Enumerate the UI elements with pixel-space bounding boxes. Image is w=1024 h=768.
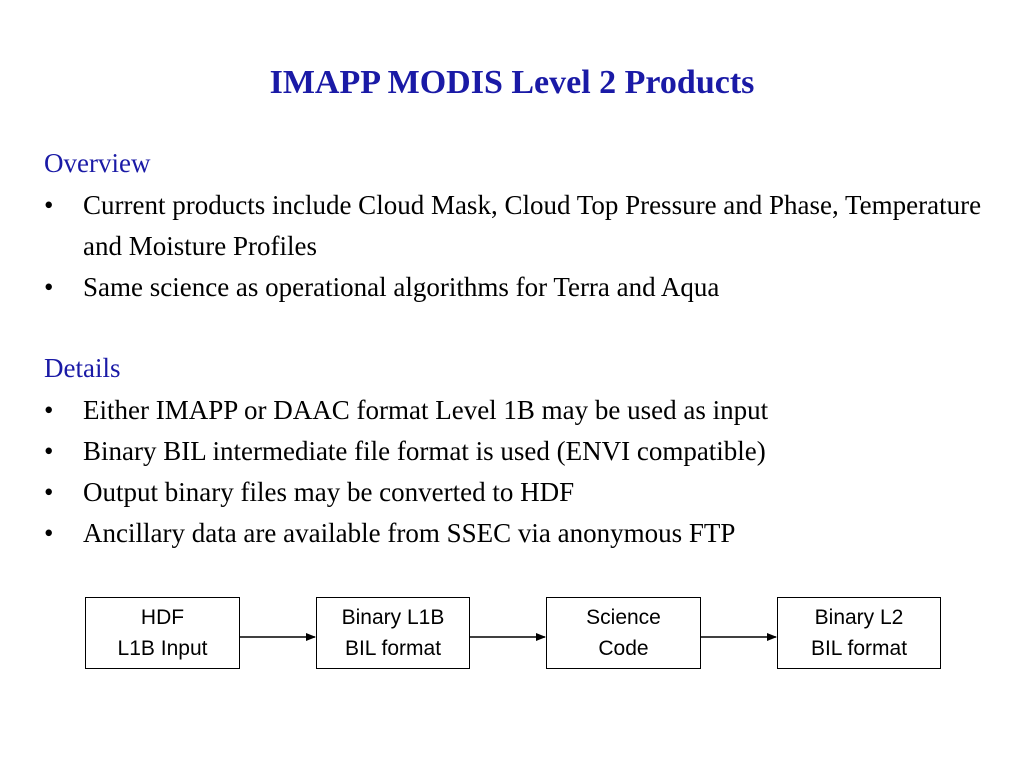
flow-box-line: BIL format <box>344 637 442 660</box>
bullet-icon: • <box>44 518 54 548</box>
overview-heading: Overview <box>44 148 151 178</box>
bullet-icon: • <box>44 477 54 507</box>
flow-box-science-code <box>546 597 701 669</box>
flow-box-binary-l2 <box>777 597 941 669</box>
overview-bullet-list <box>44 185 984 308</box>
bullet-text: Same science as operational algorithms for Terra and Aqua <box>83 272 720 302</box>
bullet-text: Current products include Cloud Mask, Cloud Top Pressure and Phase, Temperature and Moisture Profiles <box>83 190 982 261</box>
list-item <box>44 267 984 308</box>
list-item <box>44 513 984 554</box>
flow-box-line: BIL format <box>810 637 908 660</box>
flow-box-binary-l1b <box>316 597 470 669</box>
bullet-text: Output binary files may be converted to HDF <box>83 477 575 507</box>
page-title: IMAPP MODIS Level 2 Products <box>269 64 755 101</box>
flow-box-line: Science <box>586 606 661 629</box>
flow-box-line: L1B Input <box>117 637 208 660</box>
flow-box-line: Binary L2 <box>814 606 904 629</box>
list-item <box>44 431 984 472</box>
bullet-icon: • <box>44 436 54 466</box>
bullet-text: Binary BIL intermediate file format is used (ENVI compatible) <box>83 436 766 466</box>
details-heading: Details <box>44 353 121 383</box>
list-item <box>44 472 984 513</box>
bullet-icon: • <box>44 395 54 425</box>
flow-box-line: Code <box>598 637 649 660</box>
details-bullet-list <box>44 390 984 554</box>
bullet-icon: • <box>44 190 54 220</box>
flow-box-line: Binary L1B <box>341 606 445 629</box>
list-item <box>44 185 984 267</box>
flow-box-hdf-l1b-input <box>85 597 240 669</box>
bullet-text: Either IMAPP or DAAC format Level 1B may be used as input <box>83 395 769 425</box>
bullet-text: Ancillary data are available from SSEC via anonymous FTP <box>83 518 736 548</box>
flow-box-line: HDF <box>140 606 185 629</box>
bullet-icon: • <box>44 272 54 302</box>
list-item <box>44 390 984 431</box>
